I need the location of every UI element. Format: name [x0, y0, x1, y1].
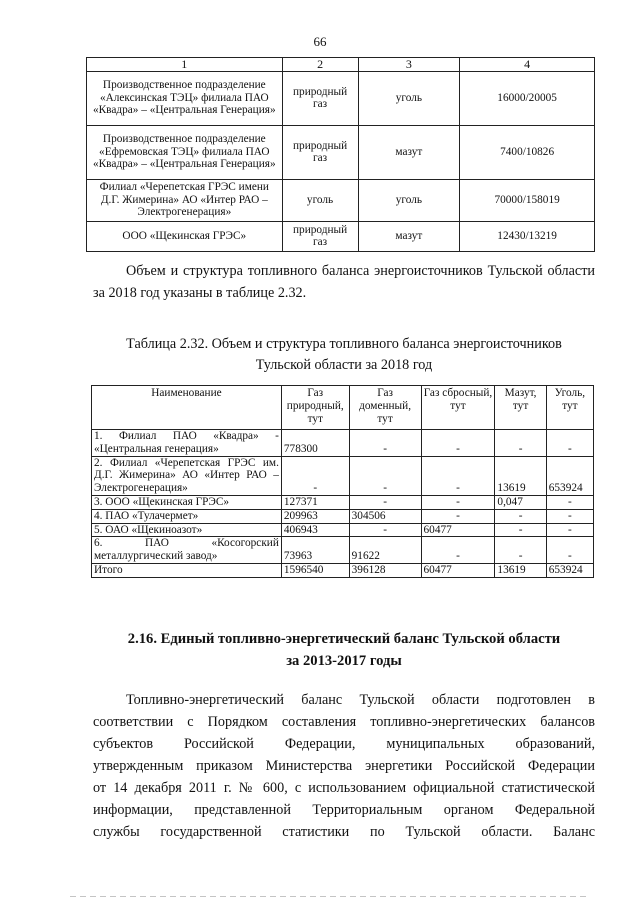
table-caption: [93, 334, 595, 376]
table-cell: -: [349, 523, 421, 537]
table-cell: Итого: [92, 563, 282, 577]
body-line: соответствии с Порядком составления топливно-энергетических балансов: [93, 714, 595, 730]
table-row: [87, 221, 595, 251]
table-cell: уголь: [358, 71, 460, 125]
body-line: от 14 декабря 2011 г. № 600, с использованием официальной статистической: [93, 780, 595, 796]
table-row: [92, 495, 594, 509]
table-cell: мазут: [358, 125, 460, 179]
table-cell: 209963: [281, 509, 349, 523]
table-cell: 73963: [281, 537, 349, 564]
body-paragraph: [93, 689, 595, 843]
body-line: информации, представленной Территориальным органом Федеральной: [93, 802, 595, 818]
table-row: [92, 456, 594, 495]
table-cell: -: [546, 495, 593, 509]
table-header-row: [87, 58, 595, 72]
table-cell: 12430/13219: [460, 221, 595, 251]
table-cell: -: [421, 537, 495, 564]
table-cell: -: [546, 509, 593, 523]
table-row: [92, 523, 594, 537]
table-cell: -: [495, 537, 546, 564]
table-cell: Филиал «Черепетская ГРЭС имени Д.Г. Жимерина» АО «Интер РАО – Электрогенерация»: [87, 179, 283, 221]
table-cell: 653924: [546, 563, 593, 577]
table-cell: природный газ: [282, 125, 358, 179]
column-header: 4: [460, 58, 595, 72]
table-cell: 778300: [281, 430, 349, 457]
section-heading: [93, 628, 595, 672]
table-cell: -: [349, 495, 421, 509]
table-cell: 7400/10826: [460, 125, 595, 179]
table-cell: 91622: [349, 537, 421, 564]
table-cell: природный газ: [282, 71, 358, 125]
table-cell: -: [546, 523, 593, 537]
table-cell: Производственное подразделение «Ефремовская ТЭЦ» филиала ПАО «Квадра» – «Центральная Генерация»: [87, 125, 283, 179]
intro-paragraph: Объем и структура топливного баланса энергоисточников Тульской области за 2018 год указаны в таблице 2.32.: [93, 263, 595, 301]
table-cell: 406943: [281, 523, 349, 537]
table-row: [87, 125, 595, 179]
column-header: 2: [282, 58, 358, 72]
table-cell: -: [421, 495, 495, 509]
table-cell: 6. ПАО «Косогорский металлургический завод»: [92, 537, 282, 564]
column-header: Газ доменный, тут: [349, 386, 421, 430]
column-header: 3: [358, 58, 460, 72]
body-line: субъектов Российской Федерации, муниципальных образований,: [93, 736, 595, 752]
table-cell: 0,047: [495, 495, 546, 509]
table-cell: 127371: [281, 495, 349, 509]
table-cell: 13619: [495, 563, 546, 577]
column-header: Газ природный, тут: [281, 386, 349, 430]
table-caption-line: Тульской области за 2018 год: [255, 357, 433, 373]
column-header: Уголь, тут: [546, 386, 593, 430]
table-cell: 5. ОАО «Щекиноазот»: [92, 523, 282, 537]
column-header: Газ сбросный, тут: [421, 386, 495, 430]
table-cell: 1596540: [281, 563, 349, 577]
table-row: [92, 537, 594, 564]
table-cell: 70000/158019: [460, 179, 595, 221]
table-row: [92, 509, 594, 523]
table-cell: 2. Филиал «Черепетская ГРЭС им. Д.Г. Жимерина» АО «Интер РАО – Электрогенерация»: [92, 456, 282, 495]
table-cell: 304506: [349, 509, 421, 523]
section-heading-line: за 2013-2017 годы: [286, 653, 402, 669]
table-header-row: [92, 386, 594, 430]
table-row: [87, 179, 595, 221]
table-cell: 1. Филиал ПАО «Квадра» - «Центральная генерация»: [92, 430, 282, 457]
energy-sources-table: [86, 57, 595, 252]
fuel-balance-table: [91, 385, 594, 578]
table-cell: -: [495, 430, 546, 457]
table-cell: 4. ПАО «Тулачермет»: [92, 509, 282, 523]
table-cell: -: [349, 456, 421, 495]
table-cell: -: [495, 523, 546, 537]
scan-artifact-line: [70, 896, 590, 897]
table-cell: 3. ООО «Щекинская ГРЭС»: [92, 495, 282, 509]
column-header: Наименование: [92, 386, 282, 430]
table-cell: 13619: [495, 456, 546, 495]
table-cell: уголь: [282, 179, 358, 221]
table-cell: 396128: [349, 563, 421, 577]
body-line: службы государственной статистики по Тульской области. Баланс: [93, 824, 595, 840]
table-cell: -: [421, 456, 495, 495]
table-row: [92, 430, 594, 457]
table-cell: 60477: [421, 523, 495, 537]
table-total-row: [92, 563, 594, 577]
body-line: утвержденным приказом Министерства энергетики Российской Федерации: [93, 758, 595, 774]
table-cell: 653924: [546, 456, 593, 495]
table-cell: 60477: [421, 563, 495, 577]
column-header: Мазут, тут: [495, 386, 546, 430]
table-caption-line: Таблица 2.32. Объем и структура топливного баланса энергоисточников: [126, 336, 562, 352]
column-header: 1: [87, 58, 283, 72]
body-line: Топливно-энергетический баланс Тульской области подготовлен в: [126, 692, 595, 708]
table-cell: Производственное подразделение «Алексинская ТЭЦ» филиала ПАО «Квадра» – «Центральная Генерация»: [87, 71, 283, 125]
table-cell: природный газ: [282, 221, 358, 251]
page-number: 66: [313, 34, 327, 49]
table-cell: -: [495, 509, 546, 523]
table-cell: ООО «Щекинская ГРЭС»: [87, 221, 283, 251]
table-cell: -: [421, 509, 495, 523]
table-cell: уголь: [358, 179, 460, 221]
table-row: [87, 71, 595, 125]
table-cell: -: [546, 430, 593, 457]
table-cell: -: [281, 456, 349, 495]
table-cell: мазут: [358, 221, 460, 251]
table-cell: -: [349, 430, 421, 457]
table-cell: -: [421, 430, 495, 457]
section-heading-line: 2.16. Единый топливно-энергетический баланс Тульской области: [127, 631, 561, 647]
table-cell: -: [546, 537, 593, 564]
table-cell: 16000/20005: [460, 71, 595, 125]
